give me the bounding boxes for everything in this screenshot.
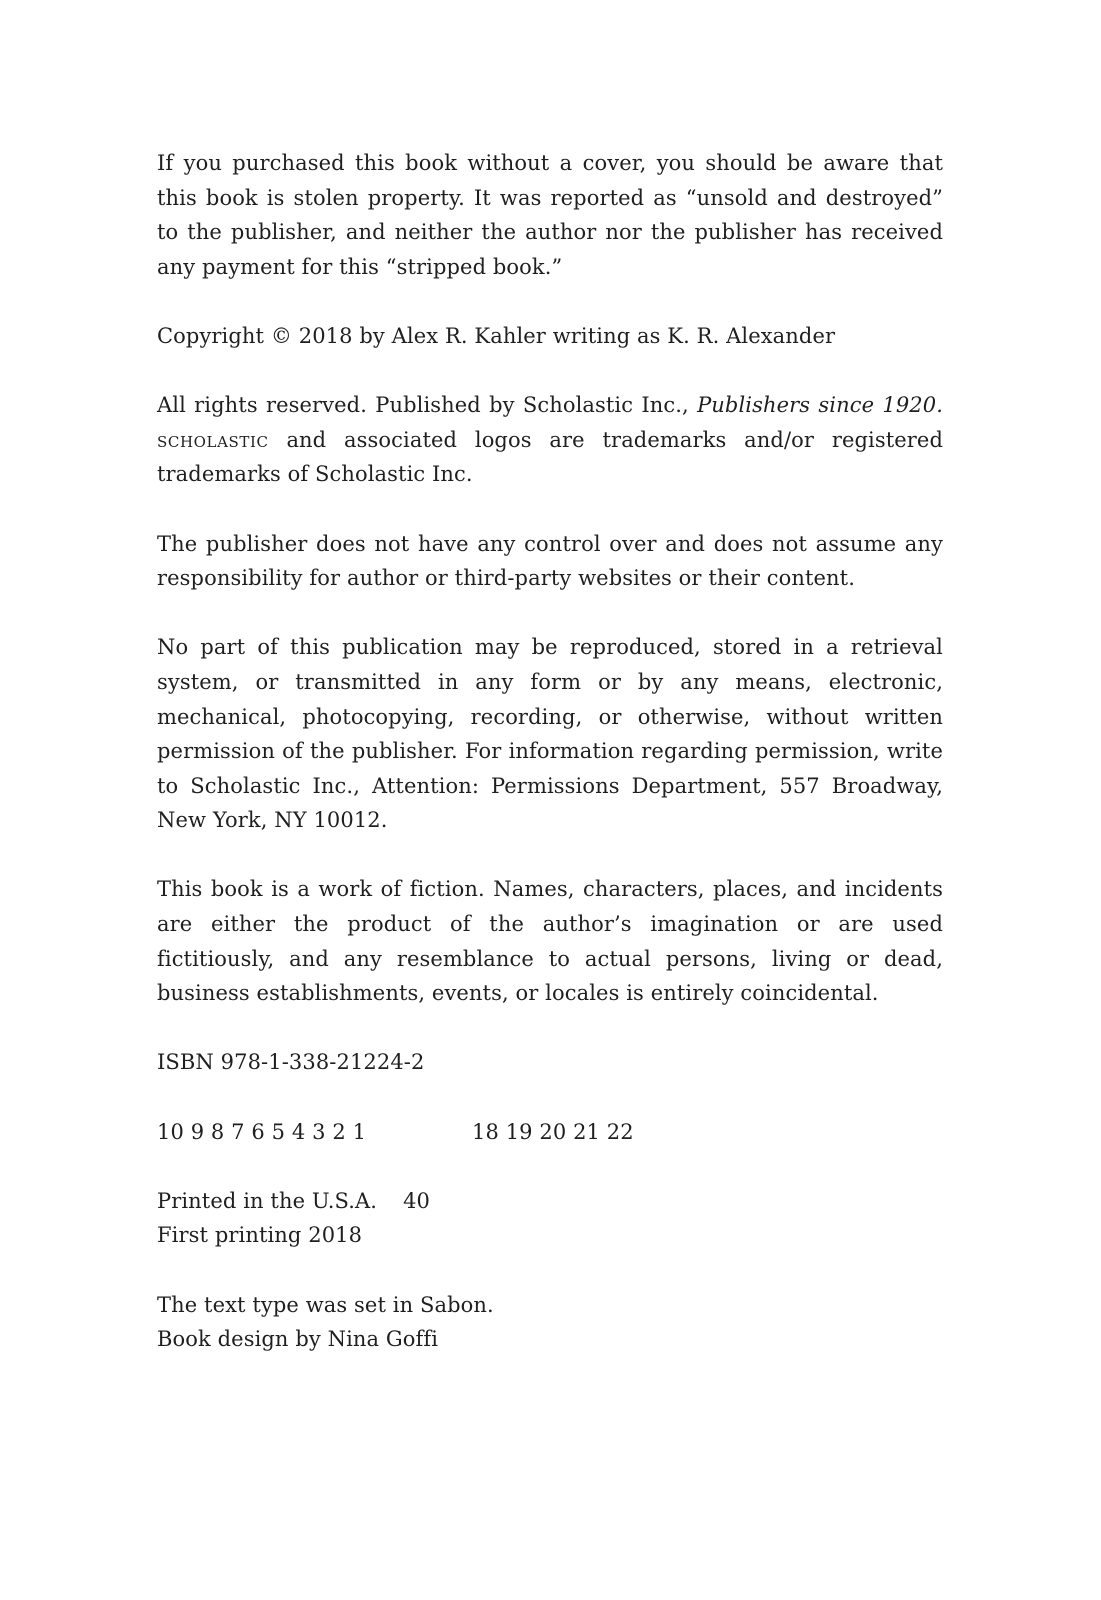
printing-info: [157, 1184, 943, 1253]
year-numbers: 18 19 20 21 22: [472, 1119, 634, 1144]
design-credits: [157, 1288, 943, 1357]
stripped-book-notice: If you purchased this book without a cover, you should be aware that this book is stolen property. It was reported as “unsold and destroyed” to the publisher, and neither the author nor the publisher has received any payment for this “stripped book.”: [157, 151, 943, 279]
print-line: [157, 1115, 943, 1150]
websites-disclaimer: The publisher does not have any control over and does not assume any responsibility for author or third-party websites or their content.: [157, 531, 943, 591]
rights-reserved-notice: [157, 388, 943, 492]
copyright-line: Copyright © 2018 by Alex R. Kahler writing as K. R. Alexander: [157, 323, 836, 348]
printer-code: 40: [403, 1188, 430, 1213]
copyright-page: [157, 146, 943, 1357]
impression-numbers: 10 9 8 7 6 5 4 3 2 1: [157, 1119, 367, 1144]
printed-country: Printed in the U.S.A.: [157, 1188, 378, 1213]
fiction-disclaimer: This book is a work of fiction. Names, characters, places, and incidents are either the product of the author’s imagination or are used fictitiously, and any resemblance to actual persons, living or dead, business establishments, events, or locales is entirely coincidental.: [157, 877, 943, 1006]
first-printing: First printing 2018: [157, 1223, 363, 1248]
isbn-line: ISBN 978-1-338-21224-2: [157, 1050, 425, 1075]
publishers-since-text: Publishers since 1920.: [697, 393, 943, 418]
rights-text-a: All rights reserved. Published by Scholastic Inc.,: [157, 393, 689, 418]
rights-text-b: and associated logos are trademarks and/or registered trademarks of Scholastic Inc.: [157, 427, 944, 487]
book-design-credit: Book design by Nina Goffi: [157, 1327, 439, 1352]
scholastic-trademark: scholastic: [157, 427, 269, 452]
reproduction-notice: No part of this publication may be reproduced, stored in a retrieval system, or transmitted in any form or by any means, electronic, mechanical, photocopying, recording, or otherwise, without written permission of the publisher. For information regarding permission, write to Scholastic Inc., Attention: Permissions Department, 557 Broadway, New York, NY 10012.: [157, 635, 943, 833]
typeface-credit: The text type was set in Sabon.: [157, 1292, 494, 1317]
